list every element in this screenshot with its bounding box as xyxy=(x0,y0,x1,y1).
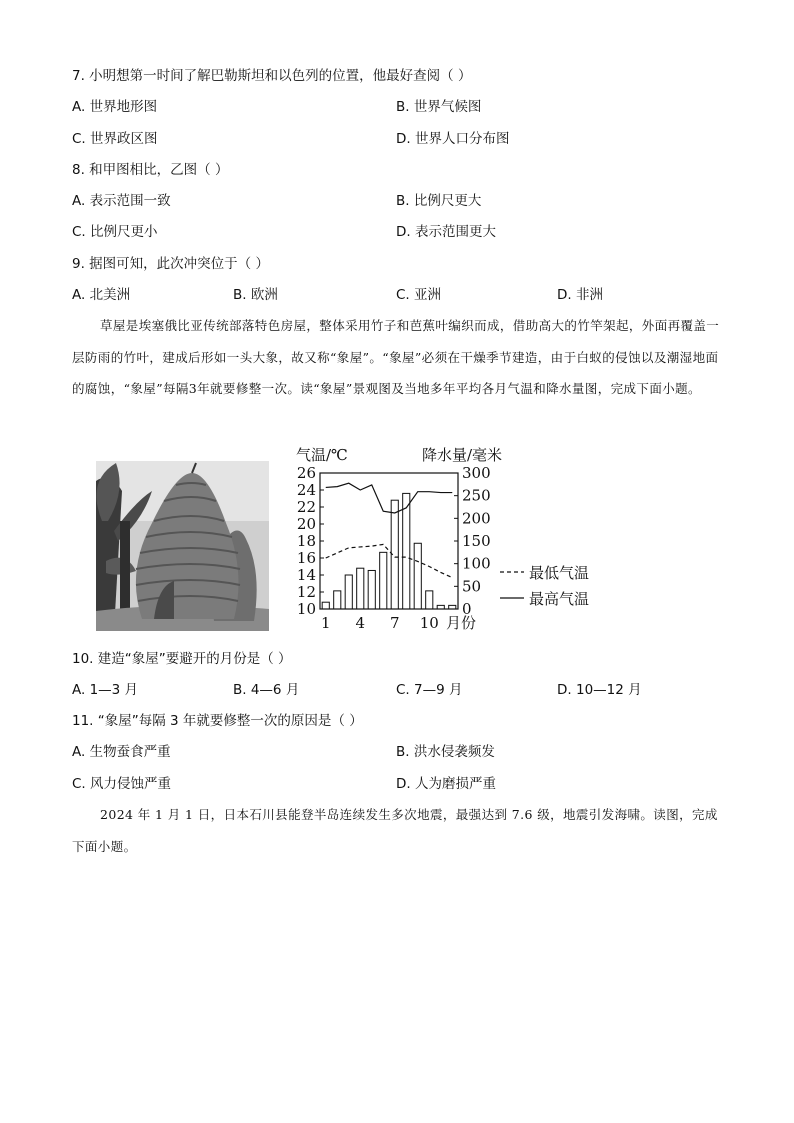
left-axis-title: 气温/℃ xyxy=(296,446,348,464)
x-tick-label: 7 xyxy=(389,614,400,632)
q9-option-c: C. 亚洲 xyxy=(396,287,442,303)
legend-max-temp: 最高气温 xyxy=(529,590,590,608)
left-tick-label: 24 xyxy=(296,481,316,499)
precipitation-bar xyxy=(334,591,341,609)
q11-option-b: B. 洪水侵袭频发 xyxy=(396,744,495,760)
legend xyxy=(500,564,589,608)
q9-option-a: A. 北美洲 xyxy=(72,287,131,303)
left-tick-label: 10 xyxy=(296,600,316,618)
q9-option-b: B. 欧洲 xyxy=(233,287,278,303)
right-tick-label: 250 xyxy=(462,486,491,505)
left-tick-label: 20 xyxy=(296,515,316,533)
right-tick-label: 300 xyxy=(462,464,491,482)
q11-stem: 11. “象屋”每隔 3 年就要修整一次的原因是（ ） xyxy=(72,713,363,729)
right-axis-ticks xyxy=(454,464,491,618)
q11-option-a: A. 生物蚕食严重 xyxy=(72,744,171,760)
climate-chart xyxy=(294,441,614,636)
q9-stem: 9. 据图可知，此次冲突位于（ ） xyxy=(72,256,269,272)
left-tick-label: 14 xyxy=(296,566,316,584)
q10-stem: 10. 建造“象屋”要避开的月份是（ ） xyxy=(72,651,292,667)
left-tick-label: 26 xyxy=(296,464,316,482)
left-tick-label: 18 xyxy=(296,532,316,550)
right-tick-label: 200 xyxy=(462,509,491,528)
q8-option-c: C. 比例尺更小 xyxy=(72,224,158,240)
q8-option-b: B. 比例尺更大 xyxy=(396,193,482,209)
q11-option-d: D. 人为磨损严重 xyxy=(396,776,496,792)
q10-option-a: A. 1—3 月 xyxy=(72,682,139,698)
q11-option-c: C. 风力侵蚀严重 xyxy=(72,776,172,792)
passage-elephant-house-text: 草屋是埃塞俄比亚传统部落特色房屋，整体采用竹子和芭蕉叶编织而成，借助高大的竹竿架起，外面再覆盖一层防雨的竹叶，建成后形如一头大象，故又称“象屋”。“象屋”必须在干燥季节建造，由于白蚁的侵蚀以及潮湿地面的腐蚀，“象屋”每隔3年就要修整一次。读“象屋”景观图及当地多年平均各月气温和降水量图，完成下面小题。 xyxy=(72,318,720,396)
q10-option-c: C. 7—9 月 xyxy=(396,682,463,698)
left-tick-label: 22 xyxy=(296,498,316,516)
q7-option-a: A. 世界地形图 xyxy=(72,99,158,115)
precipitation-bar xyxy=(414,543,421,609)
precipitation-bar xyxy=(380,552,387,609)
q7-option-c: C. 世界政区图 xyxy=(72,131,158,147)
q9-option-d: D. 非洲 xyxy=(557,287,603,303)
q10-option-d: D. 10—12 月 xyxy=(557,682,642,698)
x-tick-label: 10 xyxy=(419,614,439,632)
precipitation-bar xyxy=(357,568,364,609)
precipitation-bar xyxy=(426,591,433,609)
max-temp-line xyxy=(326,483,453,513)
right-tick-label: 50 xyxy=(462,577,482,596)
right-tick-label: 150 xyxy=(462,532,491,550)
q8-option-a: A. 表示范围一致 xyxy=(72,193,171,209)
left-tick-label: 12 xyxy=(296,583,316,601)
precipitation-bar xyxy=(345,575,352,609)
x-axis-ticks xyxy=(321,614,439,632)
x-tick-label: 4 xyxy=(355,614,366,632)
passage-earthquake xyxy=(72,799,722,862)
left-tick-label: 16 xyxy=(296,549,316,567)
right-axis-title: 降水量/毫米 xyxy=(422,446,503,464)
q8-stem: 8. 和甲图相比，乙图（ ） xyxy=(72,162,229,178)
right-tick-label: 0 xyxy=(462,600,472,618)
passage-elephant-house xyxy=(72,310,722,405)
x-axis-title: 月份 xyxy=(446,614,477,632)
q8-option-d: D. 表示范围更大 xyxy=(396,224,496,240)
precipitation-bar xyxy=(322,602,329,609)
legend-min-temp: 最低气温 xyxy=(529,564,590,582)
q7-stem: 7. 小明想第一时间了解巴勒斯坦和以色列的位置，他最好查阅（ ） xyxy=(72,68,472,84)
precipitation-bar xyxy=(368,570,375,609)
plot-frame xyxy=(320,473,458,609)
temperature-lines xyxy=(326,483,453,577)
x-tick-label: 1 xyxy=(320,614,331,632)
precipitation-bar xyxy=(403,493,410,609)
q10-option-b: B. 4—6 月 xyxy=(233,682,300,698)
passage-earthquake-text: 2024 年 1 月 1 日，日本石川县能登半岛连续发生多次地震，最强达到 7.6 级，地震引发海啸。读图，完成下面小题。 xyxy=(72,807,718,854)
q7-option-b: B. 世界气候图 xyxy=(396,99,482,115)
min-temp-line xyxy=(326,544,453,577)
elephant-house-photo xyxy=(96,461,269,631)
right-tick-label: 100 xyxy=(462,554,491,573)
q7-option-d: D. 世界人口分布图 xyxy=(396,131,510,147)
